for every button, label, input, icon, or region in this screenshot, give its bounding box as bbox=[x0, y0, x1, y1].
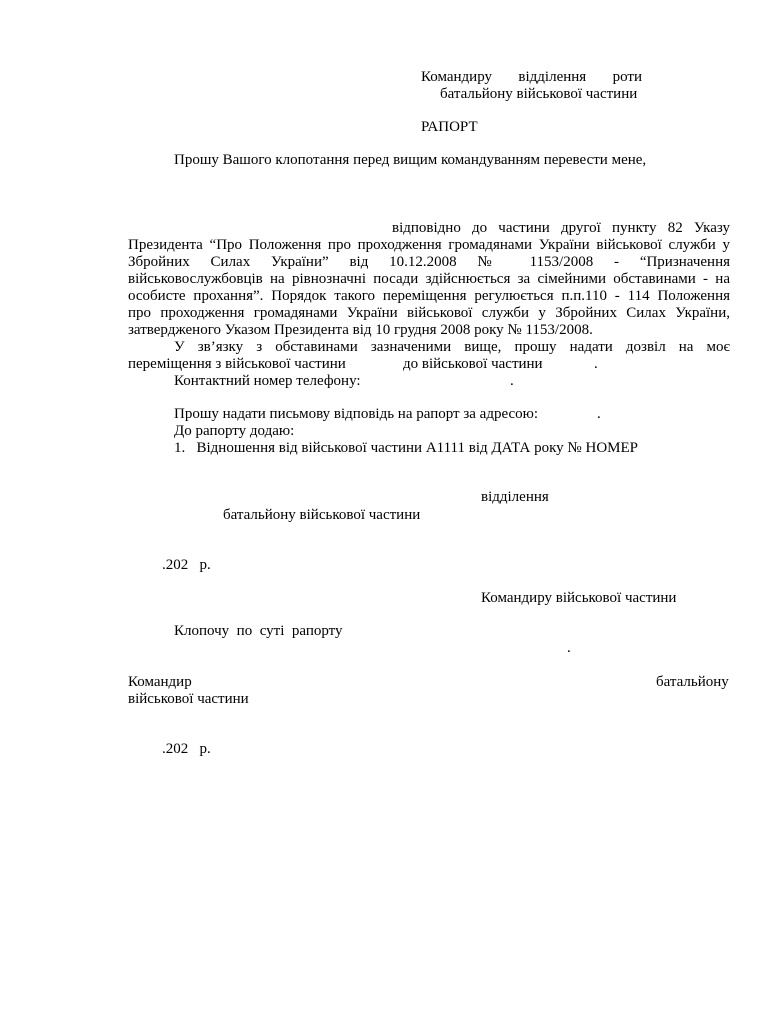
legal-line-2: Президента “Про Положення про проходження громадянами України військової служби у bbox=[128, 237, 730, 253]
legal-line-6: про проходження громадянами України військової служби у Збройних Силах України, bbox=[128, 305, 730, 321]
request-intro: Прошу Вашого клопотання перед вищим командуванням перевести мене, bbox=[174, 152, 647, 168]
reply-dot: . bbox=[597, 406, 601, 422]
resolution-date: .202 р. bbox=[162, 741, 211, 757]
commander-battalion: батальйону bbox=[656, 674, 729, 690]
reply-request: Прошу надати письмову відповідь на рапорт за адресою: bbox=[174, 406, 539, 422]
commander-unit: військової частини bbox=[128, 691, 249, 707]
legal-line-4: військовослужбовців на рівнозначні посади здійснюється за сімейними обставинами - на bbox=[128, 271, 730, 287]
resolution-dot: . bbox=[567, 640, 571, 656]
commander-label: Командир bbox=[128, 674, 192, 690]
signature-position-1: відділення bbox=[481, 489, 549, 505]
addressee-line-2: батальйону військової частини bbox=[440, 86, 638, 102]
document-title: РАПОРТ bbox=[421, 119, 478, 135]
legal-line-1: відповідно до частини другої пункту 82 Указу bbox=[392, 220, 730, 236]
transfer-dot: . bbox=[594, 356, 598, 372]
signature-date: .202 р. bbox=[162, 557, 211, 573]
addressee-line-1: Командиру відділення роти bbox=[421, 69, 642, 85]
signature-position-2: батальйону військової частини bbox=[223, 507, 421, 523]
phone-dot: . bbox=[510, 373, 514, 389]
attachment-item-1: 1. Відношення від військової частини А1111 від ДАТА року № НОМЕР bbox=[174, 440, 639, 456]
phone-label: Контактний номер телефону: bbox=[174, 373, 361, 389]
legal-line-3: Збройних Силах України” від 10.12.2008 № 1153/2008 - “Призначення bbox=[128, 254, 730, 270]
transfer-to: до військової частини bbox=[403, 356, 543, 372]
transfer-from: переміщення з військової частини bbox=[128, 356, 346, 372]
resolution-addressee: Командиру військової частини bbox=[481, 590, 677, 606]
legal-line-5: особисте прохання”. Порядок такого переміщення регулюється п.п.110 - 114 Положення bbox=[128, 288, 730, 304]
resolution-petition: Клопочу по суті рапорту bbox=[174, 623, 343, 639]
legal-line-7: затвердженого Указом Президента від 10 грудня 2008 року № 1153/2008. bbox=[128, 322, 593, 338]
attachments-label: До рапорту додаю: bbox=[174, 423, 295, 439]
circumstances-line-1: У зв’язку з обставинами зазначеними вище, прошу надати дозвіл на моє bbox=[174, 339, 730, 355]
